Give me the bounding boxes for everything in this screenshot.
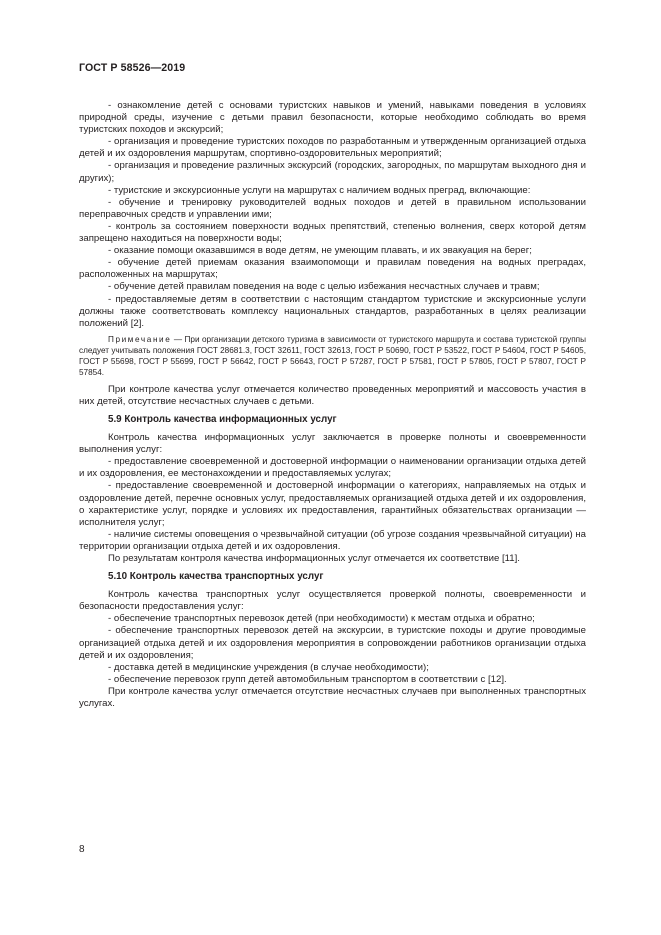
paragraph: По результатам контроля качества информационных услуг отмечается их соответствие [11]. (108, 553, 520, 564)
list-item: - организация и проведение различных экскурсий (городских, загородных, по маршрутам выходного дня и других); (79, 160, 586, 184)
list-item: - оказание помощи оказавшимся в воде детям, не умеющим плавать, и их эвакуация на берег; (108, 245, 532, 257)
section-heading-5-10: 5.10 Контроль качества транспортных услуг (108, 571, 324, 583)
list-item: - обучение детей приемам оказания взаимопомощи и правилам поведения на водных преградах, расположенных на маршрутах; (79, 257, 586, 281)
document-code-header: ГОСТ Р 58526—2019 (79, 62, 186, 74)
list-item: - обучение и тренировку руководителей водных походов и детей в правильном использовании переправочных средств и управлении ими; (79, 196, 586, 220)
list-item: - предоставление своевременной и достоверной информации о наименовании организации отдыха детей и их оздоровления, ее местонахождении и предоставляемых услугах; (79, 456, 586, 480)
note-text: — При организации детского туризма в зависимости от туристского маршрута и состава туристской группы следует учитывать положения ГОСТ 28681.3, ГОСТ 32611, ГОСТ 32613, ГОСТ Р 50690, ГОСТ Р 53522, ГОСТ Р 54604, ГОСТ Р 54605, ГОСТ Р 55698, ГОСТ Р 55699, ГОСТ Р 56642, ГОСТ Р 56643, ГОСТ Р 57287, ГОСТ Р 57581, ГОСТ Р 57805, ГОСТ Р 57807, ГОСТ Р 57854. (79, 334, 586, 377)
list-item: - обеспечение транспортных перевозок детей (при необходимости) к местам отдыха и обратно; (108, 613, 535, 625)
section-heading-5-9: 5.9 Контроль качества информационных услуг (108, 413, 337, 425)
list-item: - туристские и экскурсионные услуги на маршрутах с наличием водных преград, включающие: (108, 184, 531, 196)
list-item: - организация и проведение туристских походов по разработанным и утвержденным организацией отдыха детей и их оздоровления маршрутам, спортивно-оздоровительных мероприятий; (79, 136, 586, 160)
list-item: - обеспечение перевозок групп детей автомобильным транспортом в соответствии с [12]. (108, 673, 507, 685)
list-item: - контроль за состоянием поверхности водных препятствий, степенью волнения, сверх которой детям запрещено находиться на поверхности воды; (79, 220, 586, 245)
paragraph: Контроль качества информационных услуг заключается в проверке полноты и своевременности выполнения услуг: (79, 432, 586, 456)
note-label: Примечание (108, 334, 172, 344)
list-item: - ознакомление детей с основами туристских навыков и умений, навыками поведения в условиях природной среды, изучение с детьми правил безопасности, которые необходимо соблюдать во время туристских походов и экскурсий; (79, 100, 586, 136)
paragraph: При контроле качества услуг отмечается количество проведенных мероприятий и массовость участия в них детей, отсутствие несчастных случаев с детьми. (79, 383, 586, 407)
list-item: - обеспечение транспортных перевозок детей на экскурсии, в туристские походы и другие проводимые организацией отдыха детей и их оздоровления мероприятия в сопровождении работников организации отдыха детей и их оздоровления; (79, 625, 586, 661)
page-number: 8 (79, 844, 85, 855)
paragraph: При контроле качества услуг отмечается отсутствие несчастных случаев при выполненных транспортных услугах. (79, 685, 586, 710)
list-item: - обучение детей правилам поведения на воде с целью избежания несчастных случаев и травм; (108, 281, 540, 293)
list-item: - предоставляемые детям в соответствии с настоящим стандартом туристские и экскурсионные услуги должны также соответствовать комплексу национальных стандартов, разработанных в целях реализации положений [2]. (79, 293, 586, 329)
list-item: - наличие системы оповещения о чрезвычайной ситуации (об угрозе создания чрезвычайной ситуации) на территории организации отдыха детей и их оздоровления. (79, 528, 586, 552)
list-item: - предоставление своевременной и достоверной информации о категориях, направляемых на отдых и оздоровление детей, перечне основных услуг, предоставляемых организацией отдыха детей и их оздоровления, о характеристике услуг, порядке и условиях их предоставления, гарантийных обязательствах организации — исполнителя услуг; (79, 480, 586, 528)
list-item: - доставка детей в медицинские учреждения (в случае необходимости); (108, 661, 429, 673)
page-content (79, 100, 586, 710)
note-paragraph (79, 334, 586, 378)
paragraph: Контроль качества транспортных услуг осуществляется проверкой полноты, своевременности и безопасности предоставления услуг: (79, 589, 586, 613)
